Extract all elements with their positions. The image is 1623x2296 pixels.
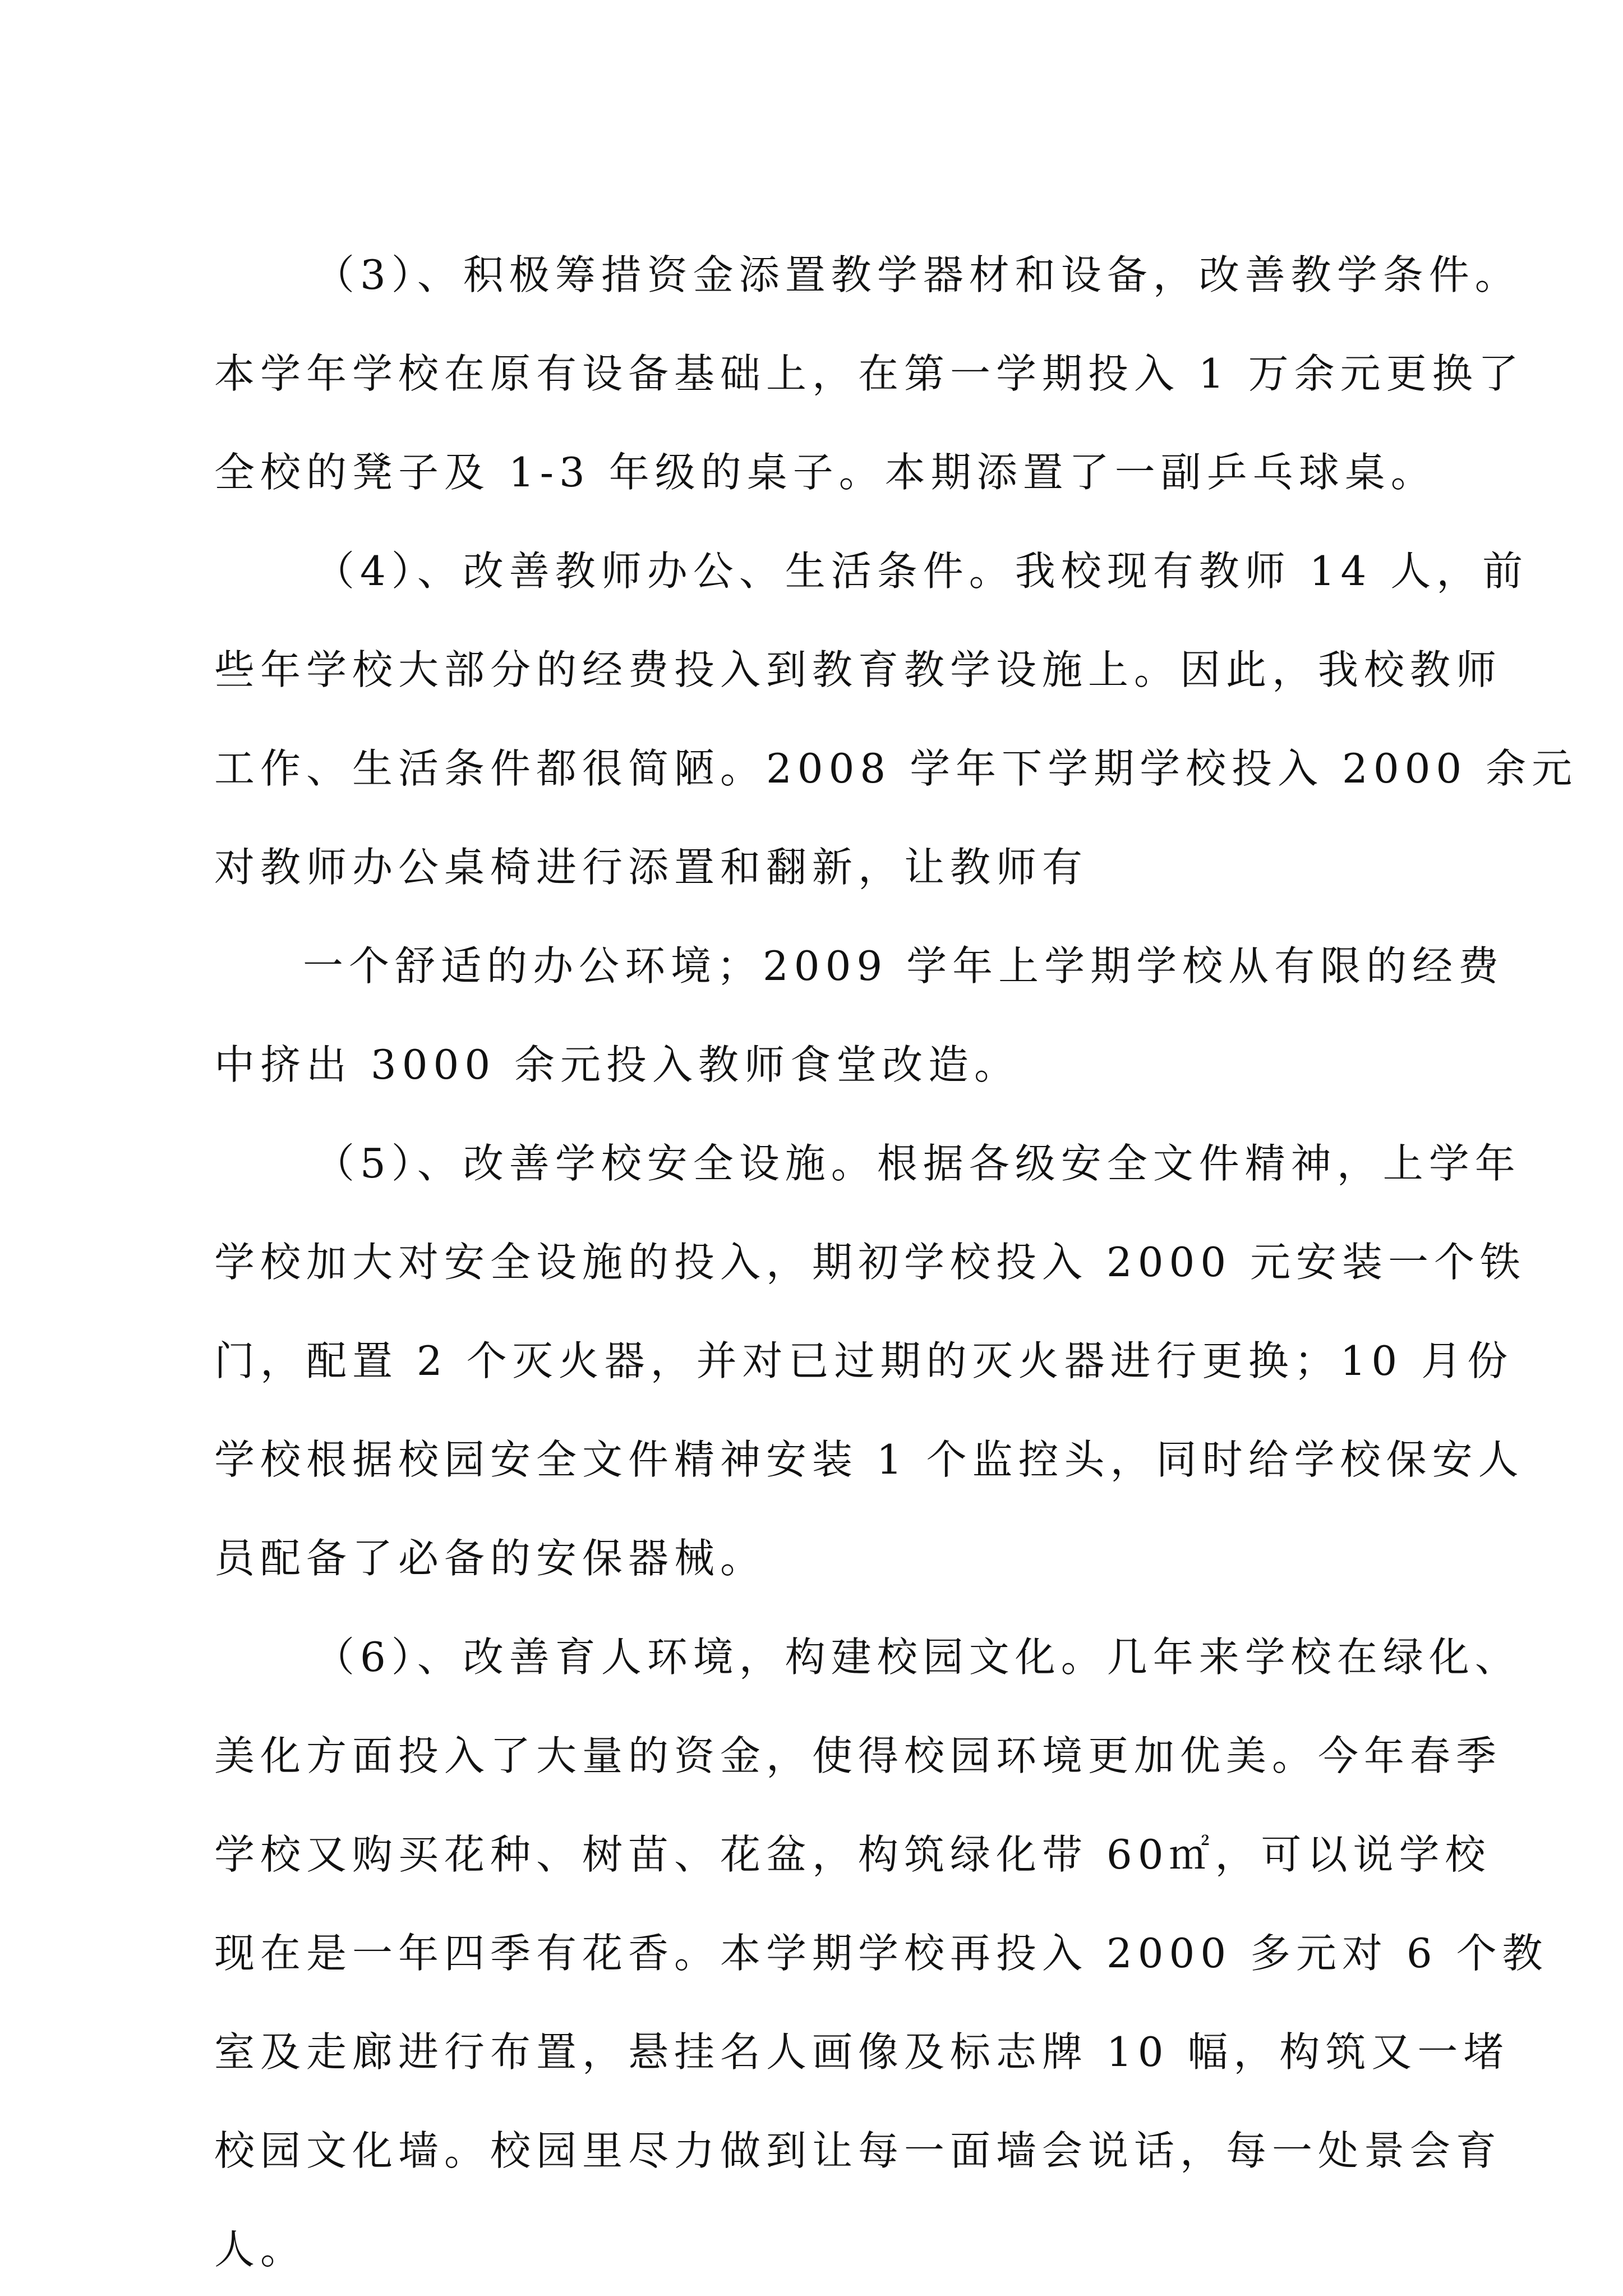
text-line: 全校的凳子及 1-3 年级的桌子。本期添置了一副乒乓球桌。 (214, 449, 1437, 496)
text-line: 现在是一年四季有花香。本学期学校再投入 2000 多元对 6 个教 (214, 1930, 1548, 1977)
text-line: 校园文化墙。校园里尽力做到让每一面墙会说话，每一处景会育 (214, 2127, 1502, 2174)
text-line: （6）、改善育人环境，构建校园文化。几年来学校在绿化、 (314, 1634, 1521, 1681)
text-line: 本学年学校在原有设备基础上，在第一学期投入 1 万余元更换了 (214, 350, 1524, 397)
text-line: 人。 (214, 2226, 307, 2273)
text-line: 工作、生活条件都很简陋。2008 学年下学期学校投入 2000 余元 (214, 745, 1578, 792)
text-line: 门，配置 2 个灭火器，并对已过期的灭火器进行更换；10 月份 (214, 1337, 1514, 1384)
text-line: （4）、改善教师办公、生活条件。我校现有教师 14 人，前 (314, 547, 1529, 595)
text-line: 室及走廊进行布置，悬挂名人画像及标志牌 10 幅，构筑又一堵 (214, 2028, 1510, 2076)
text-line: 员配备了必备的安保器械。 (214, 1535, 767, 1582)
text-line: 对教师办公桌椅进行添置和翻新，让教师有 (214, 844, 1089, 891)
text-line: 美化方面投入了大量的资金，使得校园环境更加优美。今年春季 (214, 1732, 1502, 1779)
text-line: 学校又购买花种、树苗、花盆，构筑绿化带 60㎡，可以说学校 (214, 1831, 1491, 1878)
text-line: 一个舒适的办公环境；2009 学年上学期学校从有限的经费 (303, 942, 1505, 990)
text-line: （3）、积极筹措资金添置教学器材和设备，改善教学条件。 (314, 251, 1521, 298)
text-line: 学校根据校园安全文件精神安装 1 个监控头，同时给学校保安人 (214, 1436, 1524, 1483)
text-line: （5）、改善学校安全设施。根据各级安全文件精神，上学年 (314, 1140, 1521, 1187)
text-line: 些年学校大部分的经费投入到教育教学设施上。因此，我校教师 (214, 646, 1502, 693)
text-line: 中挤出 3000 余元投入教师食堂改造。 (214, 1041, 1021, 1088)
text-line: 学校加大对安全设施的投入，期初学校投入 2000 元安装一个铁 (214, 1239, 1527, 1286)
